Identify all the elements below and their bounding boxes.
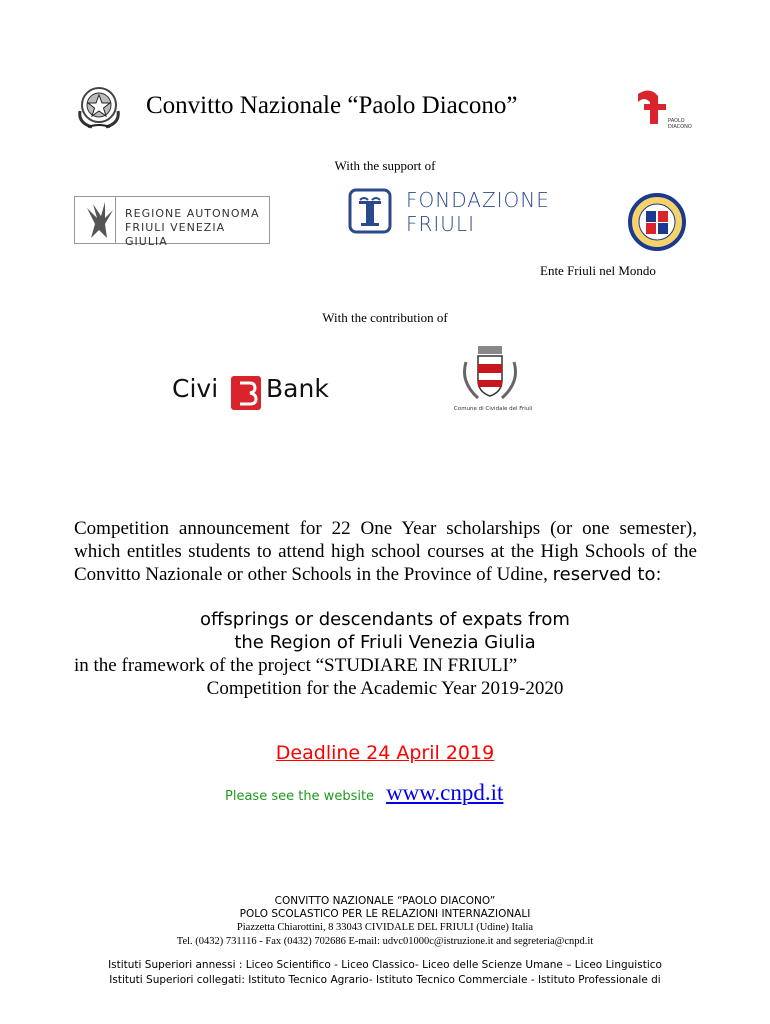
- offsprings-line-1: offsprings or descendants of expats from: [200, 609, 570, 630]
- regione-logo-line-1: REGIONE AUTONOMA: [125, 207, 260, 220]
- page-title: Convitto Nazionale “Paolo Diacono”: [146, 92, 518, 119]
- civibank-logo: [172, 374, 344, 414]
- footer-address: Piazzetta Chiarottini, 8 33043 CIVIDALE DEL FRIULI (Udine) Italia: [236, 922, 534, 933]
- comune-cividale-crest-icon: [458, 342, 522, 404]
- regione-fvg-eagle-icon: [79, 198, 119, 242]
- website-label: Please see the website: [225, 789, 375, 804]
- regione-fvg-logo: [74, 196, 270, 248]
- footer-contacts: Tel. (0432) 731116 - Fax (0432) 702686 E-mail: udvc01000c@istruzione.it and segreteria@cnpd.it: [176, 936, 594, 947]
- reserved-to-text: reserved to:: [552, 564, 662, 585]
- fondazione-friuli-logo: [348, 186, 570, 242]
- website-line: [225, 780, 503, 806]
- competition-year-line: Competition for the Academic Year 2019-2020: [206, 678, 564, 699]
- footer-line-1: CONVITTO NAZIONALE “PAOLO DIACONO”: [274, 895, 496, 907]
- announcement-text: Competition announcement for 22 One Year scholarships (or one semester), which entitles students to attend high school courses at the High Schools of the Convitto Nazionale or other Schools in the Province of Udine,: [74, 518, 697, 585]
- civibank-logo-part-1: Civi: [172, 374, 219, 403]
- framework-line: in the framework of the project “STUDIARE IN FRIULI”: [74, 655, 518, 676]
- comune-cividale-logo: [454, 342, 544, 418]
- regione-logo-line-2: FRIULI VENEZIA GIULIA: [125, 221, 226, 248]
- comune-caption: Comune di Cividale del Friuli: [454, 406, 533, 412]
- paolo-diacono-logo-text-2: DIACONO: [668, 124, 692, 130]
- civibank-logo-part-2: Bank: [266, 374, 329, 403]
- footer-istituti-collegati: Istituti Superiori collegati: Istituto Tecnico Agrario- Istituto Tecnico Commerciale - Istituto Professionale di: [109, 974, 661, 986]
- italian-emblem-icon: [74, 83, 124, 131]
- support-label: With the support of: [334, 158, 436, 173]
- footer-institutes: [0, 958, 770, 988]
- website-link[interactable]: www.cnpd.it: [386, 780, 504, 805]
- paolo-diacono-logo: [628, 86, 692, 130]
- footer: [0, 895, 770, 949]
- footer-line-2: POLO SCOLASTICO PER LE RELAZIONI INTERNAZIONALI: [239, 908, 531, 920]
- offsprings-block: [0, 608, 770, 654]
- civibank-mark-icon: [231, 376, 261, 410]
- paolo-diacono-logo-text-1: PAOLO: [668, 118, 685, 124]
- ente-friuli-label: Ente Friuli nel Mondo: [540, 263, 656, 278]
- offsprings-line-2: the Region of Friuli Venezia Giulia: [234, 632, 536, 653]
- fondazione-friuli-column-icon: [348, 188, 392, 234]
- contribution-label: With the contribution of: [322, 310, 448, 325]
- announcement-body: [74, 517, 697, 586]
- ente-friuli-nel-mondo-badge: [626, 193, 688, 251]
- fondazione-logo-line-2: FRIULI: [406, 212, 475, 236]
- deadline-text: Deadline 24 April 2019: [275, 742, 495, 764]
- fondazione-logo-line-1: FONDAZIONE: [406, 188, 550, 212]
- footer-istituti-annessi: Istituti Superiori annessi : Liceo Scientifico - Liceo Classico- Liceo delle Scienze Umane – Liceo Linguistico: [108, 959, 662, 971]
